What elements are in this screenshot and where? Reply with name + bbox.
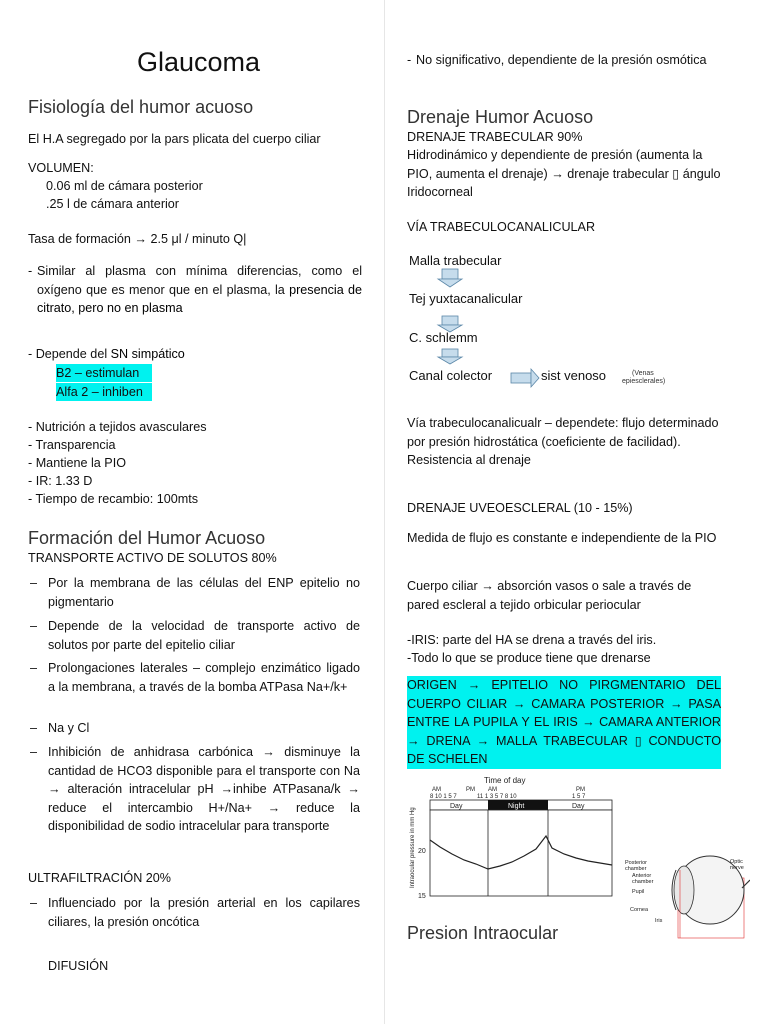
uveoescleral-text: Medida de flujo es constante e independiente de la PIO — [407, 531, 717, 545]
osmotica-item: - No significativo, dependiente de la presión osmótica — [407, 51, 721, 70]
flow-venoso: sist venoso — [541, 368, 607, 383]
citrato-text: presencia de citrato, pero no en plasma — [37, 282, 362, 316]
transporte-item-text: Depende de la velocidad de transporte activo de solutos por parte del epitelio ciliar — [48, 619, 360, 652]
page-title: Glaucoma — [137, 47, 261, 77]
ultrafiltracion-text: Influenciado por la presión arterial en los capilares ciliares, la presión oncótica — [48, 896, 360, 929]
figure-pm-label: PM — [576, 787, 585, 793]
transporte-item-text: Prolongaciones laterales – complejo enzimático ligado a la membrana, a través de la bomba ATPasa Na+/k+ — [48, 661, 360, 694]
eye-label: Cornea — [630, 907, 649, 913]
figure-night-label: Night — [508, 803, 525, 810]
volumen-item-2: .25 l de cámara anterior — [46, 197, 180, 211]
flow-arrow-down-icon — [438, 269, 462, 287]
volumen-item-1: 0.06 ml de cámara posterior — [46, 179, 203, 193]
section-heading-formacion: Formación del Humor Acuoso — [28, 528, 266, 548]
iris-text: -IRIS: parte del HA se drena a través del iris. — [407, 633, 657, 647]
section-heading-drenaje: Drenaje Humor Acuoso — [407, 107, 594, 127]
via-text: Vía trabeculocanalicualr – dependete: flujo determinado por presión hidrostática (coeficiente de facilidad). Resistencia al drenaje — [407, 416, 719, 468]
tasa-text: Tasa de formación → 2.5 μl / minuto Q| — [28, 232, 247, 246]
figure-pm-label: PM — [466, 787, 475, 793]
list-item: - Nutrición a tejidos avasculares — [28, 420, 207, 434]
eye-label: chamber — [625, 866, 647, 872]
eye-label: Pupil — [632, 889, 645, 895]
drainage-flow-diagram — [400, 244, 700, 394]
list-item: - Transparencia — [28, 438, 116, 452]
figure-y-label: Intraocular pressure in mm Hg — [410, 807, 416, 888]
similar-text: Similar al plasma con mínima diferencias, como el oxígeno que es menor que en el plasma, la — [37, 264, 362, 297]
trabecular-heading: DRENAJE TRABECULAR 90% — [407, 130, 583, 144]
eye-label: chamber — [632, 879, 654, 885]
figure-am-label: AM — [488, 787, 497, 793]
origen-highlight: ORIGEN → EPITELIO NO PIRGMENTARIO DEL CUERPO CILIAR → CAMARA POSTERIOR → PASA ENTRE LA PUPILA Y EL IRIS → CAMARA ANTERIOR → DRENA → MALLA TRABECULAR ▯ CONDUCTO DE SCHELEN — [407, 676, 721, 769]
flow-venas-2: epiesclerales) — [622, 378, 666, 385]
ultrafiltracion-heading: ULTRAFILTRACIÓN 20% — [28, 871, 171, 885]
difusion-heading: DIFUSIÓN — [48, 959, 109, 973]
figure-day-label: Day — [450, 803, 463, 810]
eye-label: nerve — [730, 865, 744, 871]
via-heading: VÍA TRABECULOCANALICULAR — [407, 220, 596, 234]
figure-time-of-day: Time of day — [484, 776, 526, 785]
osmotica-text: No significativo, dependiente de la presión osmótica — [416, 53, 707, 67]
figure-hours: 1 5 7 — [572, 794, 586, 800]
ultrafiltracion-item: – Influenciado por la presión arterial en los capilares ciliares, la presión oncótica — [30, 894, 360, 931]
transporte-item-text: Por la membrana de las células del ENP epitelio no pigmentario — [48, 576, 360, 609]
depende-text: - Depende del — [28, 347, 111, 361]
alfa2-text: Alfa 2 – inhiben — [56, 385, 143, 399]
b2-text: B2 – estimulan — [56, 366, 140, 380]
intro-text: El H.A segregado por la pars plicata del cuerpo ciliar — [28, 132, 321, 146]
figure-y-20: 20 — [418, 848, 426, 855]
transporte-item-text: Na y Cl — [48, 721, 90, 735]
figure-day-label: Day — [572, 803, 585, 810]
uveoescleral-heading: DRENAJE UVEOESCLERAL (10 - 15%) — [407, 501, 633, 515]
transporte-item: – Na y Cl — [30, 719, 360, 738]
eye-label: Iris — [655, 918, 663, 924]
flow-arrow-right-icon — [511, 369, 539, 387]
list-item: - Tiempo de recambio: 100mts — [28, 492, 199, 506]
transporte-item: – Depende de la velocidad de transporte activo de solutos por parte del epitelio ciliar — [30, 617, 360, 654]
flow-venas-1: (Venas — [632, 370, 654, 377]
transporte-item-text: Inhibición de anhidrasa carbónica → disminuye la cantidad de HCO3 disponible para el transporte con Na → alteración intracelular pH →inhibe ATPasana/k → reduce el intercambio H+/Na+ → reduce la disponibilidad de sodio intracelular para transporte — [48, 745, 360, 834]
transporte-heading: TRANSPORTE ACTIVO DE SOLUTOS 80% — [28, 551, 277, 565]
figure-hours: 11 1 3 5 7 8 10 — [477, 794, 517, 800]
section-heading-presion: Presion Intraocular — [407, 923, 559, 943]
similar-item: - Similar al plasma con mínima diferencias, como el oxígeno que es menor que en el plasma, la presencia de citrato, pero no en plasma — [28, 264, 362, 316]
b2-highlight — [56, 364, 152, 382]
depende-line — [28, 345, 185, 364]
flow-malla: Malla trabecular — [409, 253, 502, 268]
sn-simpatico: SN simpático — [110, 347, 185, 361]
cuerpo-ciliar-text: Cuerpo ciliar → absorción vasos o sale a través de pared escleral a tejido orbicular periocular — [407, 579, 692, 612]
eye-label: Optic — [730, 859, 743, 865]
list-item: - Mantiene la PIO — [28, 456, 126, 470]
todo-text: -Todo lo que se produce tiene que drenarse — [407, 651, 651, 665]
volumen-label: VOLUMEN: — [28, 161, 94, 175]
transporte-item: – Por la membrana de las células del ENP epitelio no pigmentario — [30, 574, 360, 611]
figure-y-15: 15 — [418, 893, 426, 900]
transporte-item: – Prolongaciones laterales – complejo enzimático ligado a la membrana, a través de la bomba ATPasa Na+/k+ — [30, 659, 360, 696]
transporte-item: – Inhibición de anhidrasa carbónica → disminuye la cantidad de HCO3 disponible para el transporte con Na → alteración intracelular pH →inhibe ATPasana/k → reduce el intercambio H+/Na+ → reduce la disponibilidad de sodio intracelular para transporte — [30, 743, 360, 836]
iop-circadian-figure — [380, 770, 750, 940]
alfa2-highlight — [56, 383, 152, 401]
eye-label: Posterior — [625, 860, 648, 866]
flow-tej: Tej yuxtacanalicular — [409, 291, 523, 306]
flow-schlemm: C. schlemm — [409, 330, 478, 345]
list-item: - IR: 1.33 D — [28, 474, 93, 488]
figure-plot-frame — [430, 810, 612, 896]
eye-label: Anterior — [632, 873, 652, 879]
trabecular-text: Hidrodinámico y dependiente de presión (aumenta la PIO, aumenta el drenaje) → drenaje trabecular ▯ ángulo Iridocorneal — [407, 148, 721, 200]
figure-hours: 8 10 1 5 7 — [430, 794, 457, 800]
section-heading-fisiologia: Fisiología del humor acuoso — [28, 97, 254, 117]
flow-arrow-down-icon — [438, 349, 462, 364]
figure-am-label: AM — [432, 787, 441, 793]
flow-canal: Canal colector — [409, 368, 493, 383]
